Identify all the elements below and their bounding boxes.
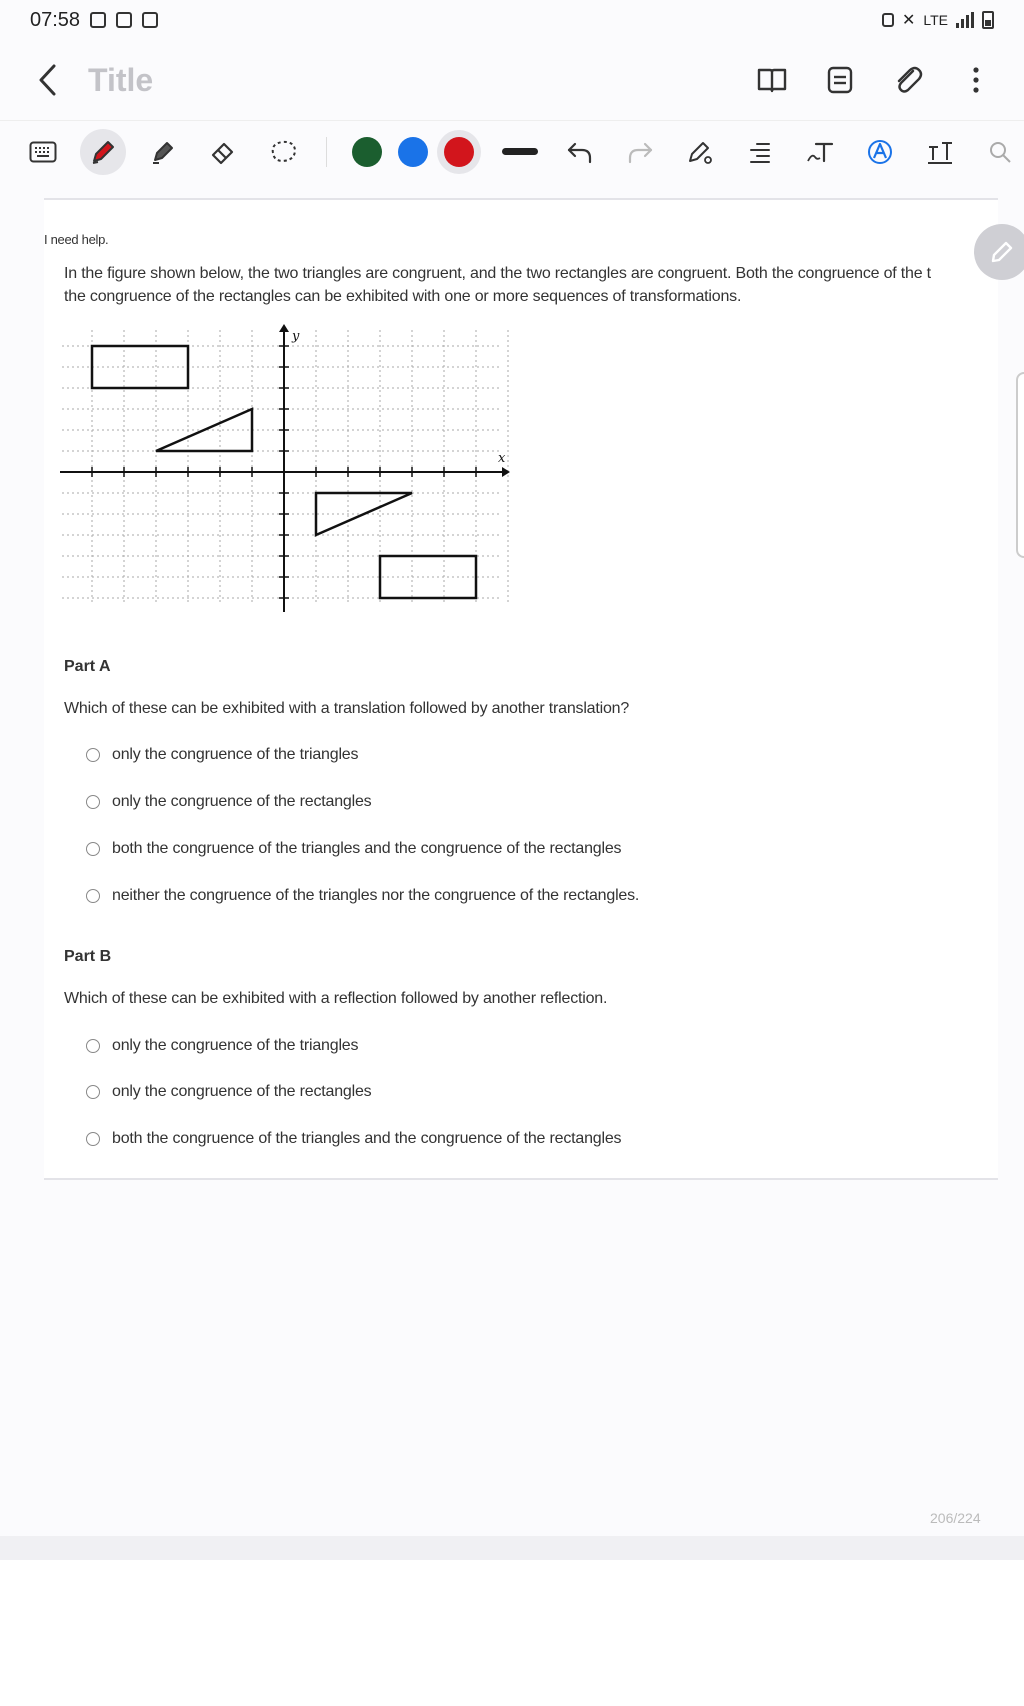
option-text: both the congruence of the triangles and the congruence of the rectangles [112,840,622,857]
lasso-tool-button[interactable] [260,129,306,175]
part-a-prompt: Which of these can be exhibited with a translation followed by another translation? [64,700,630,717]
search-icon [988,140,1012,164]
undo-button[interactable] [557,129,603,175]
status-time: 07:58 [30,8,81,31]
part-b-option-2[interactable] [86,1083,371,1101]
part-b-label: Part B [64,948,112,965]
redo-button[interactable] [617,129,663,175]
gallery-icon [116,12,132,28]
stroke-width-icon [502,148,538,155]
part-a-option-2[interactable] [86,793,371,811]
eraser-icon [209,138,237,166]
pen-tool-button[interactable] [80,129,126,175]
highlighter-tool-button[interactable] [140,129,186,175]
color-swatch-red[interactable] [437,130,481,174]
pen-settings-button[interactable] [677,129,723,175]
eraser-tool-button[interactable] [200,129,246,175]
radio-button[interactable] [86,842,100,856]
blue-swatch [398,137,428,167]
text-style-button[interactable] [797,129,843,175]
title-bar [0,40,1024,120]
notification-icon [142,12,158,28]
redo-icon [626,140,654,164]
pen-icon [89,138,117,166]
keyboard-icon [29,141,57,163]
option-text: only the congruence of the rectangles [112,1083,372,1100]
list-view-button[interactable] [824,64,856,96]
x-axis-arrow [502,467,510,477]
color-swatch-green[interactable] [345,130,389,174]
radio-button[interactable] [86,1132,100,1146]
text-align-button[interactable] [737,129,783,175]
handwritten-note: I need help. [44,232,109,247]
radio-button[interactable] [86,748,100,762]
attach-icon [893,65,923,95]
list-icon [827,66,853,94]
alarm-icon [882,13,894,27]
green-swatch [352,137,382,167]
undo-icon [566,140,594,164]
red-swatch [444,137,474,167]
part-b-option-3[interactable] [86,1130,621,1148]
radio-button[interactable] [86,1039,100,1053]
part-a-option-3[interactable] [86,840,621,858]
part-a-option-4[interactable] [86,887,639,905]
page-counter: 206/224 [930,1510,981,1526]
text-color-icon [866,138,894,166]
question-line: the congruence of the rectangles can be exhibited with one or more sequences of transformations. [64,288,742,305]
option-text: only the congruence of the rectangles [112,793,372,810]
edit-fab-button[interactable] [974,224,1024,280]
stroke-width-button[interactable] [497,129,543,175]
more-options-button[interactable] [960,64,992,96]
note-title[interactable]: Title [88,61,154,98]
book-icon [757,67,787,93]
text-align-icon [747,139,773,165]
note-page[interactable] [44,198,998,1180]
x-axis-label: x [498,451,506,466]
option-text: only the congruence of the triangles [112,746,359,763]
search-tool-button[interactable] [977,129,1023,175]
status-bar [0,0,1024,40]
signal-icon [956,12,974,28]
back-arrow-icon [36,63,60,97]
part-b-prompt: Which of these can be exhibited with a reflection followed by another reflection. [64,990,608,1007]
question-line: In the figure shown below, the two triangles are congruent, and the two rectangles are congruent. Both the congruence of the t [64,265,931,282]
page-separator [0,1536,1024,1560]
next-page-area[interactable] [0,1560,1024,1706]
attach-button[interactable] [892,64,924,96]
battery-icon [982,11,994,29]
option-text: neither the congruence of the triangles nor the congruence of the rectangles. [112,887,640,904]
part-b-option-1[interactable] [86,1037,358,1055]
drawing-toolbar [0,120,1024,182]
notification-icon [90,12,106,28]
text-style-icon [806,139,834,165]
part-a-label: Part A [64,658,111,675]
radio-button[interactable] [86,889,100,903]
text-size-icon [926,138,954,166]
toolbar-divider [326,137,327,167]
coordinate-graph [60,322,550,612]
text-size-button[interactable] [917,129,963,175]
scroll-handle[interactable] [1016,372,1024,558]
option-text: both the congruence of the triangles and the congruence of the rectangles [112,1130,622,1147]
highlighter-icon [149,138,177,166]
question-text [64,262,994,308]
keyboard-button[interactable] [20,129,66,175]
text-color-button[interactable] [857,129,903,175]
radio-button[interactable] [86,795,100,809]
lasso-icon [268,139,298,165]
network-type: LTE [923,12,948,28]
more-icon [972,66,980,94]
radio-button[interactable] [86,1085,100,1099]
y-axis-arrow [279,324,289,332]
mute-icon: ✕ [901,12,916,29]
part-a-option-1[interactable] [86,746,358,764]
pen-settings-icon [686,138,714,166]
book-view-button[interactable] [756,64,788,96]
back-button[interactable] [28,60,68,100]
option-text: only the congruence of the triangles [112,1037,359,1054]
color-swatch-blue[interactable] [391,130,435,174]
pencil-icon [989,239,1015,265]
y-axis-label: y [292,329,300,344]
